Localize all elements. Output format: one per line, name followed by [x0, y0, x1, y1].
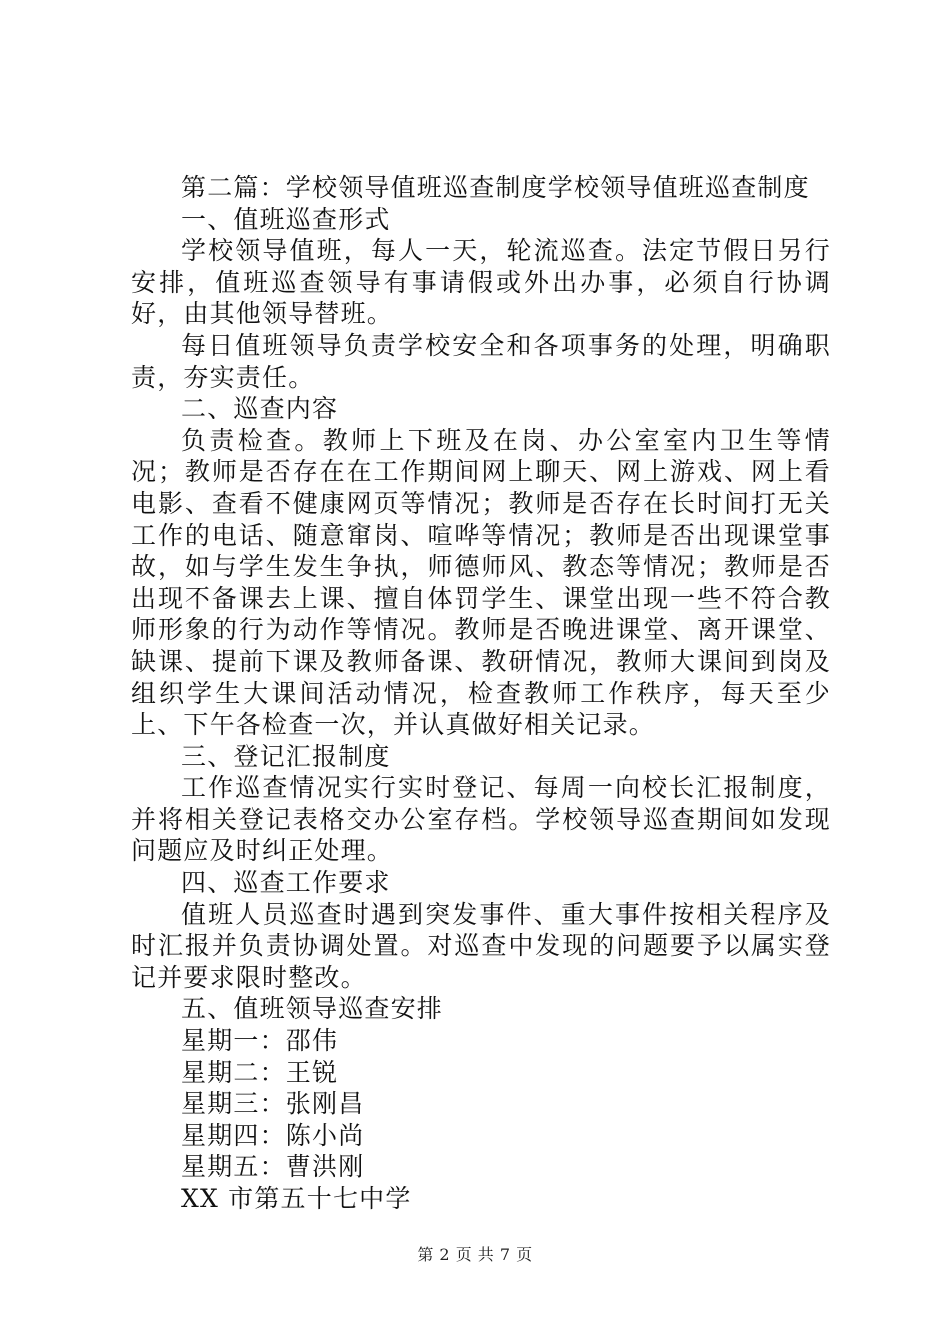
- page-number: 第 2 页 共 7 页: [417, 1245, 533, 1264]
- section-heading-1: 一、值班巡查形式: [181, 204, 391, 234]
- paragraph-5: 值班人员巡查时遇到突发事件、重大事件按相关程序及时汇报并负责协调处置。对巡查中发现的问题要予以属实登记并要求限时整改。: [131, 899, 831, 992]
- schedule-thursday: 星期四：陈小尚: [181, 1120, 365, 1150]
- schedule-tuesday: 星期二：王锐: [181, 1057, 339, 1087]
- section-heading-3: 三、登记汇报制度: [181, 741, 391, 771]
- paragraph-3: 负责检查。教师上下班及在岗、办公室室内卫生等情况；教师是否存在在工作期间网上聊天、网上游戏、网上看电影、查看不健康网页等情况；教师是否存在长时间打无关工作的电话、随意窜岗、喧哗等情况；教师是否出现课堂事故，如与学生发生争执，师德师风、教态等情况；教师是否出现不备课去上课、擅自体罚学生、课堂出现一些不符合教师形象的行为动作等情况。教师是否晚进课堂、离开课堂、缺课、提前下课及教师备课、教研情况，教师大课间到岗及组织学生大课间活动情况，检查教师工作秩序，每天至少上、下午各检查一次，并认真做好相关记录。: [131, 425, 831, 740]
- document-title: 第二篇：学校领导值班巡查制度学校领导值班巡查制度: [181, 173, 810, 202]
- section-heading-4: 四、巡查工作要求: [181, 868, 391, 898]
- document-body: [131, 172, 831, 1215]
- section-heading-5: 五、值班领导巡查安排: [181, 994, 444, 1024]
- paragraph-2: 每日值班领导负责学校安全和各项事务的处理，明确职责，夯实责任。: [131, 330, 831, 392]
- section-heading-2: 二、巡查内容: [181, 394, 339, 424]
- schedule-monday: 星期一：邵伟: [181, 1026, 339, 1056]
- paragraph-4: 工作巡查情况实行实时登记、每周一向校长汇报制度，并将相关登记表格交办公室存档。学校领导巡查期间如发现问题应及时纠正处理。: [131, 773, 831, 866]
- schedule-friday: 星期五：曹洪刚: [181, 1152, 365, 1182]
- schedule-wednesday: 星期三：张刚昌: [181, 1089, 365, 1119]
- school-signature: XX 市第五十七中学: [181, 1184, 412, 1213]
- paragraph-1: 学校领导值班，每人一天，轮流巡查。法定节假日另行安排，值班巡查领导有事请假或外出办事，必须自行协调好，由其他领导替班。: [131, 236, 831, 329]
